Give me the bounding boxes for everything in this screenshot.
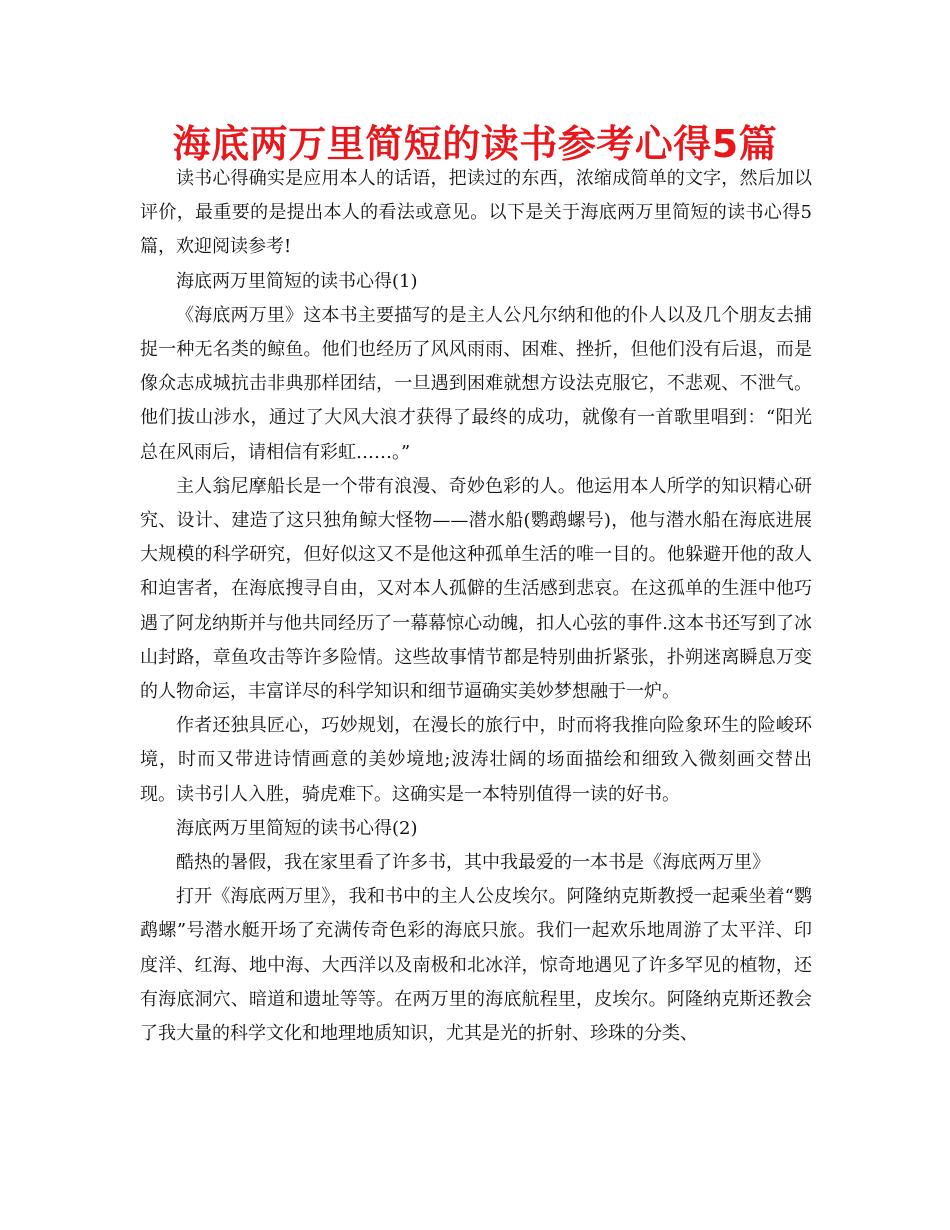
intro-paragraph: 读书心得确实是应用本人的话语，把读过的东西，浓缩成简单的文字，然后加以评价，最重要的是提出本人的看法或意见。以下是关于海底两万里简短的读书心得5篇，欢迎阅读参考! (140, 168, 812, 258)
document-title: 海底两万里简短的读书参考心得5篇 (172, 122, 778, 166)
section-heading-2: 海底两万里简短的读书心得(2) (176, 817, 418, 839)
section2-paragraph-2: 打开《海底两万里》，我和书中的主人公皮埃尔。阿隆纳克斯教授一起乘坐着“鹦鹉螺”号潜水艇开场了充满传奇色彩的海底只旅。我们一起欢乐地周游了太平洋、印度洋、红海、地中海、大西洋以及南极和北冰洋，惊奇地遇见了许多罕见的植物，还有海底洞穴、暗道和遗址等等。在两万里的海底航程里，皮埃尔。阿隆纳克斯还教会了我大量的科学文化和地理地质知识，尤其是光的折射、珍珠的分类、 (140, 886, 812, 1045)
section1-paragraph-2: 主人翁尼摩船长是一个带有浪漫、奇妙色彩的人。他运用本人所学的知识精心研究、设计、建造了这只独角鲸大怪物——潜水船(鹦鹉螺号)，他与潜水船在海底进展大规模的科学研究，但好似这又不是他这种孤单生活的唯一目的。他躲避开他的敌人和迫害者，在海底搜寻自由，又对本人孤僻的生活感到悲哀。在这孤单的生涯中他巧遇了阿龙纳斯并与他共同经历了一幕幕惊心动魄，扣人心弦的事件.这本书还写到了冰山封路，章鱼攻击等许多险情。这些故事情节都是特别曲折紧张，扑朔迷离瞬息万变的人物命运，丰富详尽的科学知识和细节逼确实美妙梦想融于一炉。 (140, 475, 812, 703)
section2-paragraph-1: 酷热的暑假，我在家里看了许多书，其中我最爱的一本书是《海底两万里》 (176, 852, 770, 874)
section-heading-1: 海底两万里简短的读书心得(1) (176, 270, 418, 292)
section1-paragraph-3: 作者还独具匠心，巧妙规划，在漫长的旅行中，时而将我推向险象环生的险峻环境，时而又带进诗情画意的美妙境地;波涛壮阔的场面描绘和细致入微刻画交替出现。读书引人入胜，骑虎难下。这确实是一本特别值得一读的好书。 (140, 715, 812, 805)
document-body (140, 162, 812, 1051)
section1-paragraph-1: 《海底两万里》这本书主要描写的是主人公凡尔纳和他的仆人以及几个朋友去捕捉一种无名类的鲸鱼。他们也经历了风风雨雨、困难、挫折，但他们没有后退，而是像众志成城抗击非典那样团结，一旦遇到困难就想方设法克服它，不悲观、不泄气。他们拔山涉水，通过了大风大浪才获得了最终的成功，就像有一首歌里唱到：“阳光总在风雨后，请相信有彩虹……。” (140, 304, 812, 463)
